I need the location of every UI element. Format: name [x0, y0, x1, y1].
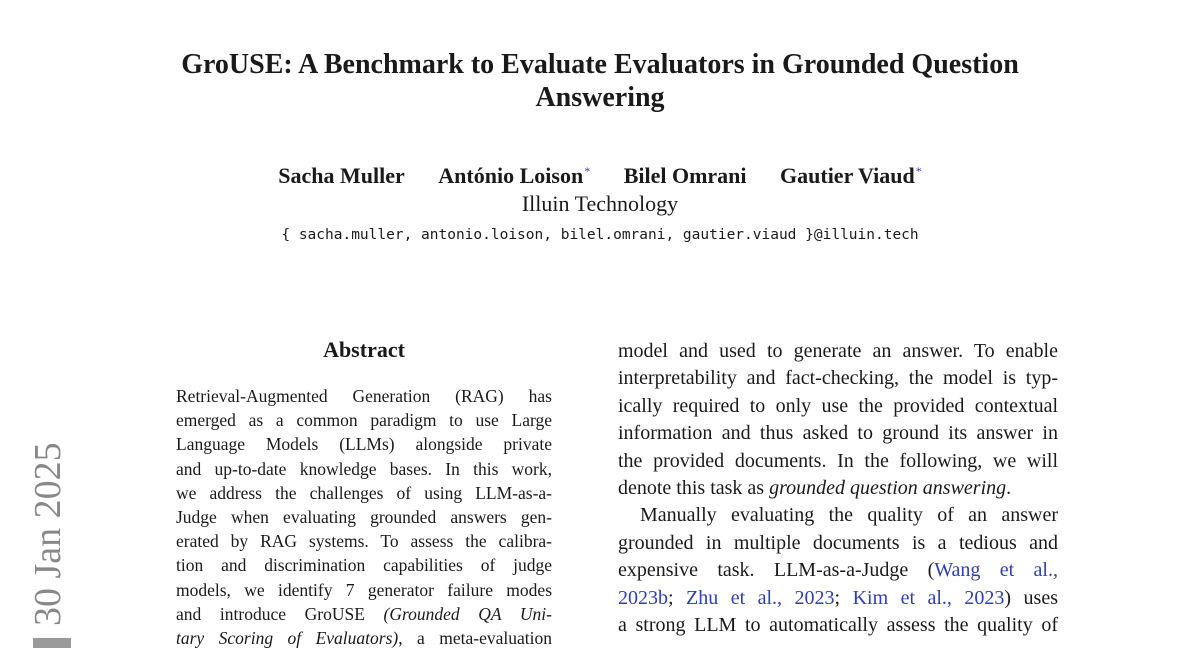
- abstract-line: models, we identify 7 generator failure modes: [176, 579, 552, 600]
- body-line: model and used to generate an answer. To enable: [618, 340, 1058, 362]
- body-text: expensive task. LLM-as-a-Judge (: [618, 559, 935, 582]
- body-text: denote this task as: [618, 476, 770, 499]
- equal-contribution-mark: *: [584, 164, 591, 178]
- body-text: .: [1006, 476, 1012, 499]
- citation-link[interactable]: Wang et al.,: [934, 559, 1058, 582]
- body-text: ;: [834, 586, 853, 609]
- author-bilel-omrani: [624, 163, 747, 189]
- abstract-heading: Abstract: [323, 337, 405, 362]
- body-line: interpretability and fact-checking, the model is typ-: [618, 367, 1058, 390]
- abstract-line: emerged as a common paradigm to use Large: [176, 410, 552, 431]
- body-emphasis: grounded question answering: [769, 476, 1007, 499]
- citation-link[interactable]: Kim et al., 2023: [852, 586, 1005, 609]
- abstract-line: Retrieval-Augmented Generation (RAG) has: [176, 386, 552, 406]
- abstract-emphasis: tary Scoring of Evaluators): [176, 627, 399, 648]
- abstract-line: [176, 602, 552, 626]
- body-text: ) uses: [1004, 586, 1058, 609]
- arxiv-stamp-bar: [33, 638, 71, 648]
- abstract-emphasis: (Grounded QA Uni-: [383, 603, 552, 624]
- abstract-line: we address the challenges of using LLM-as-a-: [176, 482, 552, 503]
- body-line: [618, 475, 1058, 502]
- body-line: information and thus asked to ground its answer in: [618, 422, 1058, 445]
- body-line: Manually evaluating the quality of an answer: [640, 504, 1058, 527]
- affiliation: Illuin Technology: [521, 191, 679, 216]
- abstract-line: and up-to-date knowledge bases. In this work,: [176, 458, 552, 479]
- citation-link[interactable]: Zhu et al., 2023: [686, 586, 835, 609]
- abstract-line: tion and discrimination capabilities of judge: [176, 555, 552, 576]
- body-line: ically required to only use the provided contextual: [618, 394, 1058, 417]
- author-sacha-muller: [278, 163, 405, 189]
- body-line: [618, 585, 1058, 612]
- abstract-text: and introduce GroUSE: [176, 603, 384, 624]
- author-gautier-viaud: [780, 163, 922, 189]
- abstract-line: Language Models (LLMs) alongside private: [176, 434, 552, 455]
- equal-contribution-mark: *: [915, 164, 922, 178]
- body-line: [618, 557, 1058, 584]
- author-name: Gautier Viaud: [780, 163, 915, 188]
- body-line: the provided documents. In the following, we will: [618, 449, 1058, 472]
- author-name: Sacha Muller: [278, 163, 405, 188]
- citation-link[interactable]: 2023b: [618, 586, 668, 609]
- title-line-1: GroUSE: A Benchmark to Evaluate Evaluators in Grounded Question: [181, 49, 1019, 80]
- paper-title: [150, 48, 1050, 114]
- author-antonio-loison: [438, 163, 590, 189]
- introduction-body: [618, 338, 1058, 639]
- body-line: grounded in multiple documents is a tedious and: [618, 531, 1058, 554]
- abstract-line: erated by RAG systems. To assess the calibra-: [176, 531, 552, 552]
- author-list: [150, 163, 1050, 189]
- author-name: Bilel Omrani: [623, 163, 747, 188]
- body-line: a strong LLM to automatically assess the quality of: [618, 613, 1058, 636]
- title-line-2: Answering: [535, 82, 665, 113]
- body-text: ;: [668, 586, 687, 609]
- abstract-body: [176, 384, 552, 648]
- abstract-line: Judge when evaluating grounded answers gen-: [176, 506, 552, 527]
- author-name: António Loison: [438, 163, 584, 188]
- arxiv-date-stamp: 30 Jan 2025: [27, 442, 69, 626]
- author-emails: { sacha.muller, antonio.loison, bilel.omrani, gautier.viaud }@illuin.tech: [281, 227, 919, 243]
- abstract-text: , a meta-evaluation: [398, 627, 553, 648]
- abstract-line: [176, 626, 552, 648]
